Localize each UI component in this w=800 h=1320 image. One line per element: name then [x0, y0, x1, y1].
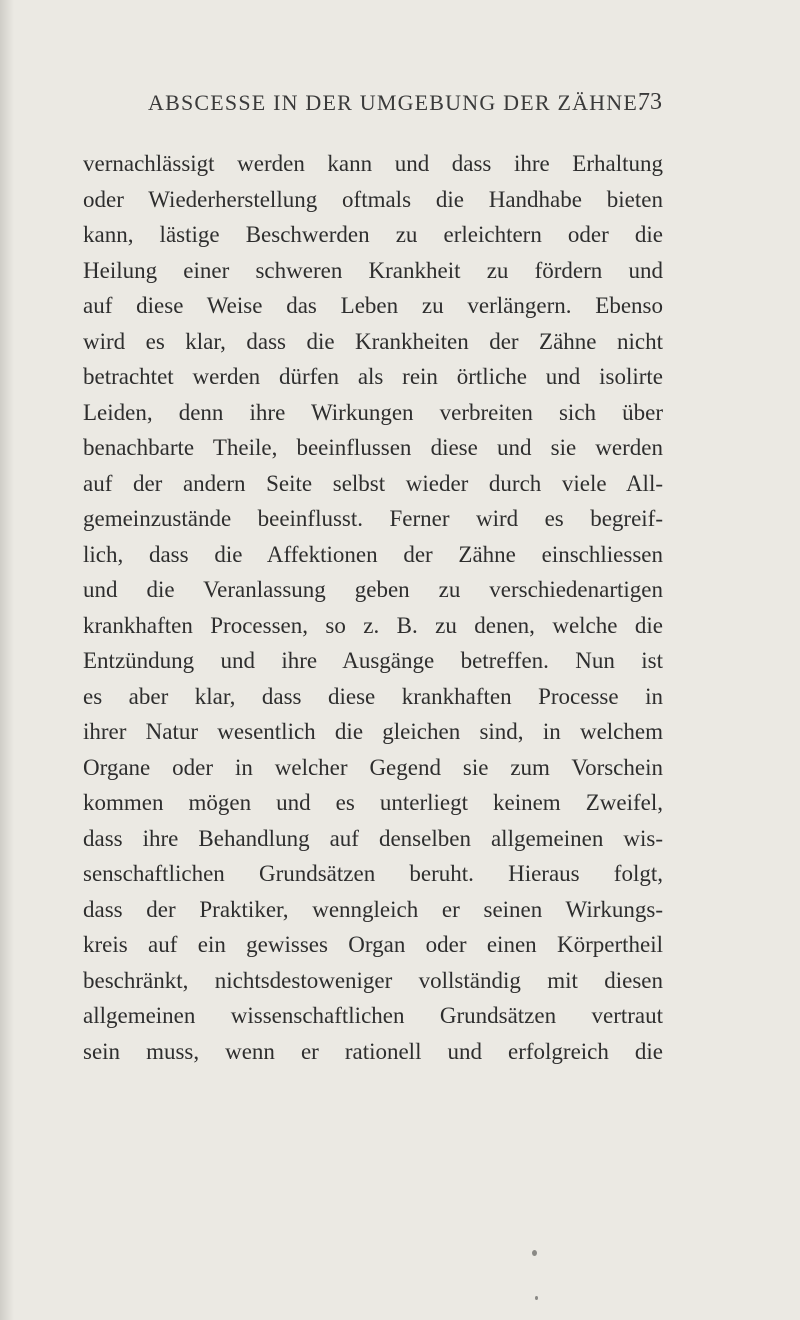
text-line: ihrer Natur wesentlich die gleichen sind, in welchem: [83, 719, 663, 744]
page-header: [148, 90, 662, 124]
text-line: es aber klar, dass diese krankhaften Processe in: [83, 683, 663, 709]
text-line: dass der Praktiker, wenngleich er seinen Wirkungs-: [83, 896, 663, 922]
text-line: krankhaften Processen, so z. B. zu denen, welche die: [83, 612, 663, 638]
text-line: wird es klar, dass die Krankheiten der Zähne nicht: [83, 328, 663, 354]
body-text: [83, 146, 663, 1069]
text-line: Leiden, denn ihre Wirkungen verbreiten sich über: [83, 399, 663, 425]
text-line: Entzündung und ihre Ausgänge betreffen. Nun ist: [83, 648, 663, 673]
text-line: beschränkt, nichtsdestoweniger vollständig mit diesen: [83, 967, 663, 993]
text-line: benachbarte Theile, beeinflussen diese und sie werden: [83, 435, 663, 460]
text-line: oder Wiederherstellung oftmals die Handhabe bieten: [83, 186, 663, 212]
text-line: allgemeinen wissenschaftlichen Grundsätzen vertraut: [83, 1003, 663, 1028]
text-line: dass ihre Behandlung auf denselben allgemeinen wis-: [83, 825, 663, 851]
text-line: auf der andern Seite selbst wieder durch viele All-: [83, 470, 663, 496]
text-line: kreis auf ein gewisses Organ oder einen Körpertheil: [83, 932, 663, 957]
text-line: und die Veranlassung geben zu verschiedenartigen: [83, 577, 663, 602]
running-head: ABSCESSE IN DER UMGEBUNG DER ZÄHNE.: [148, 90, 645, 115]
paper-speck: [535, 1296, 538, 1300]
text-line: Organe oder in welcher Gegend sie zum Vorschein: [83, 754, 663, 780]
text-line: betrachtet werden dürfen als rein örtliche und isolirte: [83, 364, 663, 389]
page-edge-shadow: [0, 0, 14, 1320]
text-line: vernachlässigt werden kann und dass ihre Erhaltung: [83, 151, 663, 176]
text-line: senschaftlichen Grundsätzen beruht. Hieraus folgt,: [83, 861, 663, 886]
text-line: gemeinzustände beeinflusst. Ferner wird es begreif-: [83, 506, 663, 531]
text-line: kann, lästige Beschwerden zu erleichtern oder die: [83, 222, 663, 247]
text-line: auf diese Weise das Leben zu verlängern. Ebenso: [83, 293, 663, 318]
text-line: kommen mögen und es unterliegt keinem Zweifel,: [83, 790, 663, 815]
text-line: sein muss, wenn er rationell und erfolgreich die: [83, 1038, 663, 1064]
page-number: 73: [638, 89, 662, 115]
paper-speck: [532, 1250, 537, 1256]
text-line: lich, dass die Affektionen der Zähne einschliessen: [83, 541, 663, 567]
text-line: Heilung einer schweren Krankheit zu fördern und: [83, 257, 663, 283]
